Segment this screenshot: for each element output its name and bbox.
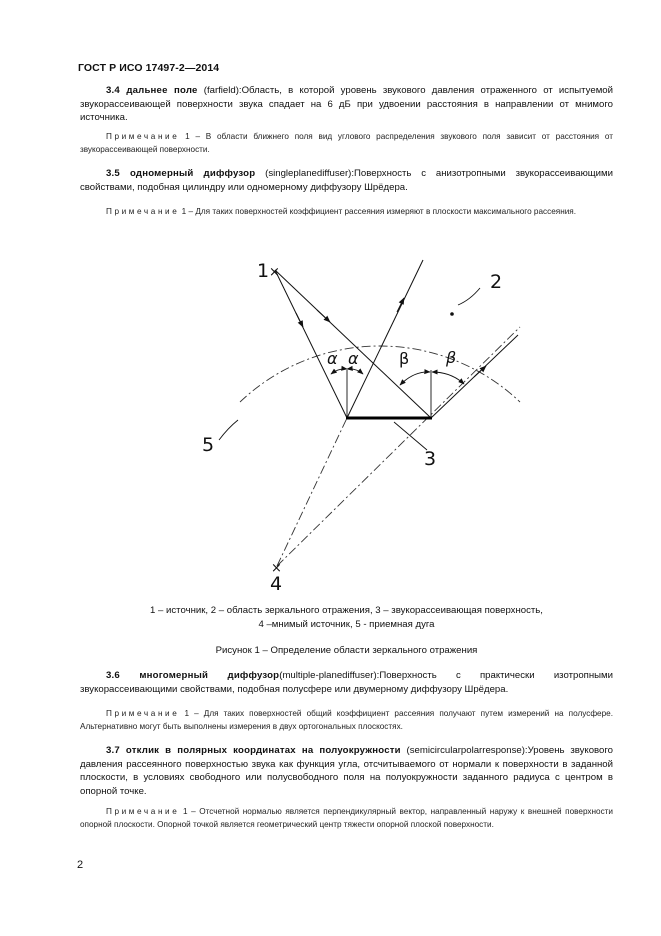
- term-3-7-body: (semicircularpolarresponse):Уровень звукового давления рассеянного поверхностью звука как функция угла, отсчитываемого от нормали к поверхности в заданной плоскости, в условиях свободного или полусвободного поля на полуокружности заданного радиуса с центром в опорной точке.: [80, 745, 613, 797]
- image-line-left: [277, 418, 347, 566]
- label-5: 5: [202, 434, 215, 456]
- angle-arc-alpha-left: [331, 369, 347, 374]
- reflected-arrow-left: [397, 298, 404, 312]
- term-3-4-title: 3.4 дальнее поле: [106, 85, 198, 96]
- note-3-7: [80, 806, 613, 831]
- incident-arrow-right: [317, 310, 330, 322]
- angle-arc-beta-left: [400, 372, 430, 385]
- legend-line-1: 1 – источник, 2 – область зеркального отражения, 3 – звукорассеивающая поверхность,: [150, 605, 543, 616]
- alpha-left-label: α: [327, 349, 338, 368]
- note-text: 1 – Для таких поверхностей коэффициент рассеяния измеряют в плоскости максимального рассеяния.: [179, 207, 576, 216]
- figure-caption: Рисунок 1 – Определение области зеркального отражения: [215, 645, 478, 656]
- alpha-right-label: α: [348, 349, 359, 368]
- beta-right-label: β: [446, 348, 457, 367]
- label-1: 1: [257, 260, 270, 282]
- reflected-arrow-right: [474, 366, 486, 377]
- leader-5: [219, 420, 238, 440]
- note-text: 1 – Отсчетной нормалью является перпендикулярный вектор, направленный наружу к внешней поверхности опорной плоскости. Опорной точкой является геометрический центр тяжести опорной плоской поверхности.: [80, 807, 613, 829]
- incident-arrow-left: [296, 313, 303, 327]
- note-label: Примечание: [106, 807, 180, 816]
- page-number: 2: [77, 859, 84, 871]
- legend-line-2: 4 –мнимый источник, 5 - приемная дуга: [258, 618, 435, 630]
- angle-arc-alpha-right: [347, 369, 363, 374]
- figure-legend: [80, 604, 613, 631]
- term-3-4-body: (farfield):Область, в которой уровень звукового давления отраженного от испытуемой звукорассеивающей поверхности звука спадает на 6 дБ при удвоении расстояния в направлении от мнимого источника.: [80, 85, 613, 124]
- angle-arc-beta-right: [432, 372, 464, 384]
- term-3-5-body: (singleplanediffuser):Поверхность с анизотропными звукорассеивающими свойствами, подобная цилиндру или одномерному диффузору Шрёдера.: [80, 168, 613, 193]
- term-3-6: [80, 669, 613, 696]
- term-3-7: [80, 744, 613, 798]
- term-3-5-title: 3.5 одномерный диффузор: [106, 168, 256, 179]
- note-3-6: [80, 708, 613, 733]
- note-label: Примечание: [106, 709, 180, 718]
- reflected-ray-left: [347, 260, 423, 418]
- term-3-6-title: 3.6 многомерный диффузор: [106, 670, 280, 681]
- image-source-marker: ×: [271, 561, 282, 576]
- document-header: ГОСТ Р ИСО 17497-2—2014: [78, 62, 220, 74]
- note-text: 1 – Для таких поверхностей общий коэффициент рассеяния получают путем измерений на полусфере. Альтернативно могут быть выполнены измерения в двух ортогональных плоскостях.: [80, 709, 613, 731]
- note-label: Примечание: [106, 207, 180, 216]
- label-2: 2: [490, 271, 503, 293]
- note-text: 1 – В области ближнего поля вид углового распределения звукового поля зависит от расстояния от звукорассеивающей поверхности.: [80, 132, 613, 154]
- incident-ray-left: [275, 270, 347, 418]
- source-marker: ×: [269, 265, 280, 280]
- term-3-7-title: 3.7 отклик в полярных координатах на полуокружности: [106, 745, 401, 756]
- beta-left-label: β: [399, 349, 410, 368]
- note-label: Примечание: [106, 132, 180, 141]
- leader-2: [458, 288, 480, 305]
- label-3: 3: [424, 448, 437, 470]
- region-dot: [450, 312, 454, 316]
- term-3-6-body: (multiple-planediffuser):Поверхность с практически изотропными звукорассеивающими свойствами, подобная полусфере или двумерному диффузору Шрёдера.: [80, 670, 613, 695]
- label-4: 4: [270, 573, 283, 595]
